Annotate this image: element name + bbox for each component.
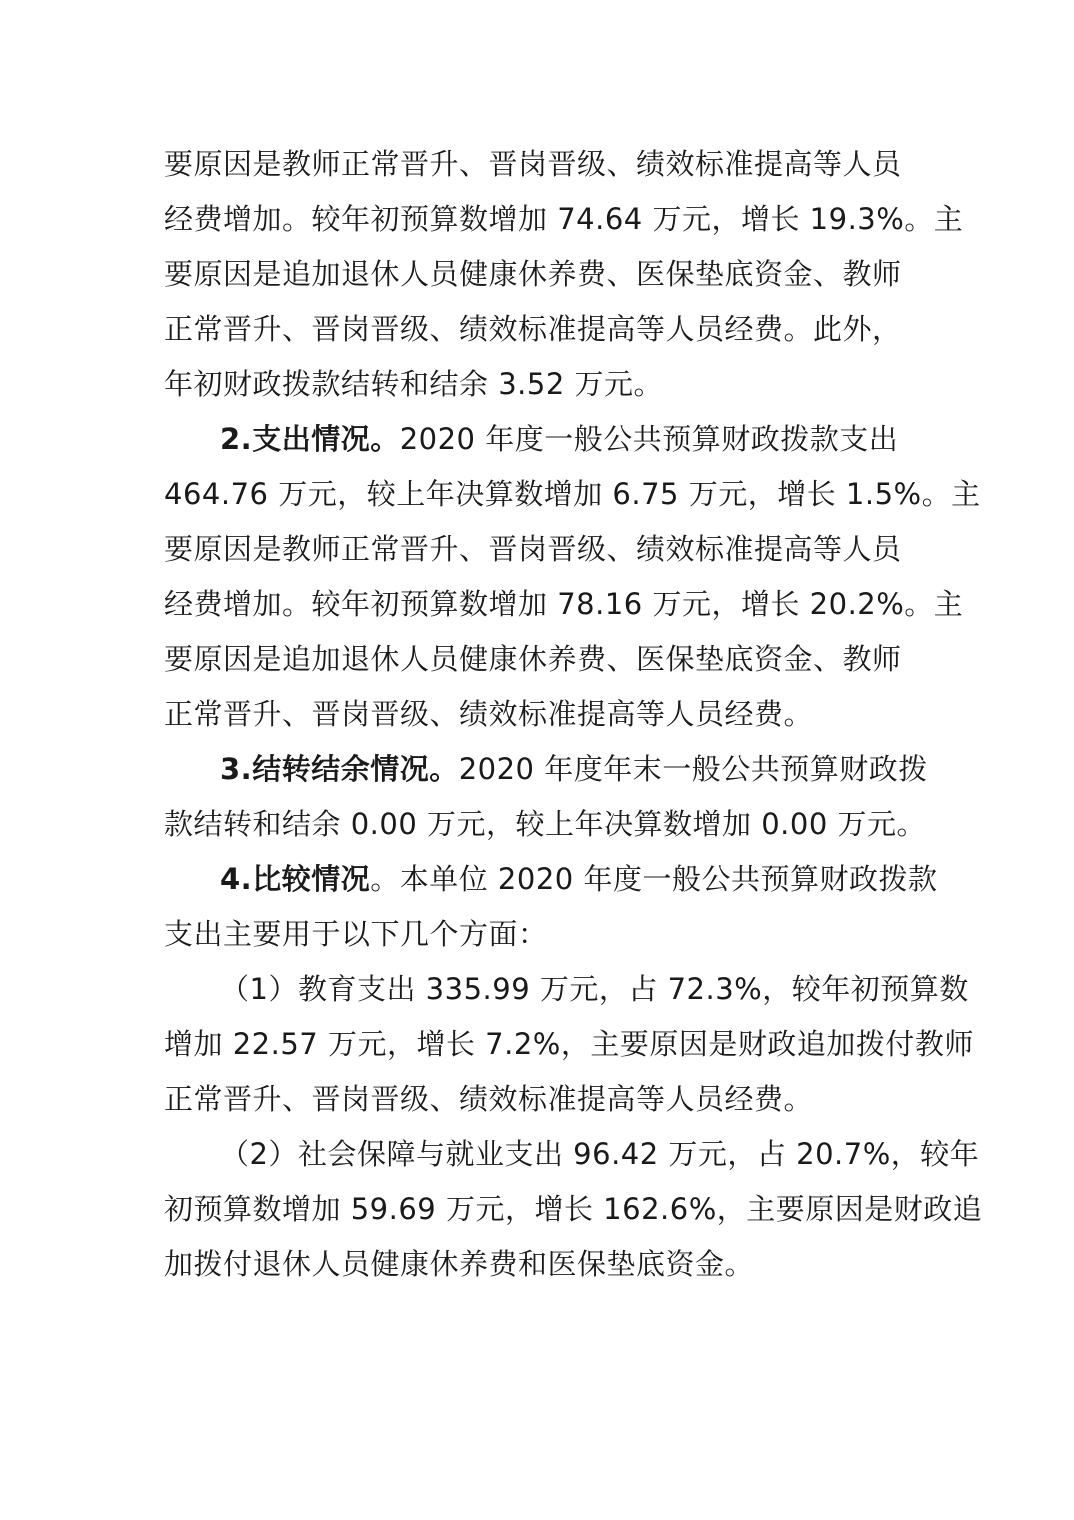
section-heading: 2.支出情况。 [220, 422, 400, 456]
line-text: 要原因是教师正常晋升、晋岗晋级、绩效标准提高等人员 [164, 147, 902, 181]
list-item-line [220, 962, 969, 1016]
line-text: 正常晋升、晋岗晋级、绩效标准提高等人员经费。 [164, 697, 814, 731]
text-line [164, 907, 548, 961]
text-line [164, 137, 902, 191]
line-text: 464.76 万元，较上年决算数增加 6.75 万元，增长 1.5%。主 [164, 477, 981, 511]
text-line [164, 1017, 974, 1071]
line-text: 经费增加。较年初预算数增加 78.16 万元，增长 20.2%。主 [164, 587, 964, 621]
line-text: 2020 年度一般公共预算财政拨款支出 [399, 422, 899, 456]
text-line [164, 632, 902, 686]
text-line [164, 192, 963, 246]
line-text: 增加 22.57 万元，增长 7.2%，主要原因是财政追加拨付教师 [164, 1027, 974, 1061]
section-heading-line [220, 852, 937, 906]
line-text: 年初财政拨款结转和结余 3.52 万元。 [164, 367, 664, 401]
text-line [164, 1182, 982, 1236]
line-text: 支出主要用于以下几个方面： [164, 917, 548, 951]
line-text: 经费增加。较年初预算数增加 74.64 万元，增长 19.3%。主 [164, 202, 964, 236]
section-heading: 4.比较情况 [220, 862, 371, 896]
section-heading-line [220, 412, 898, 466]
line-text: 加拨付退休人员健康休养费和医保垫底资金。 [164, 1247, 755, 1281]
text-line [164, 247, 902, 301]
section-heading: 3.结转结余情况。 [220, 752, 459, 786]
line-text: 2020 年度年末一般公共预算财政拨 [458, 752, 928, 786]
section-heading-line [220, 742, 928, 796]
line-text: 款结转和结余 0.00 万元，较上年决算数增加 0.00 万元。 [164, 807, 927, 841]
text-line [164, 302, 902, 356]
line-text: 正常晋升、晋岗晋级、绩效标准提高等人员经费。此外， [164, 312, 902, 346]
line-text: 正常晋升、晋岗晋级、绩效标准提高等人员经费。 [164, 1082, 814, 1116]
line-text: 要原因是教师正常晋升、晋岗晋级、绩效标准提高等人员 [164, 532, 902, 566]
text-line [164, 1072, 813, 1126]
text-line [164, 797, 926, 851]
text-line [164, 687, 813, 741]
line-text: （1）教育支出 335.99 万元，占 72.3%，较年初预算数 [220, 972, 969, 1006]
text-line [164, 1237, 754, 1291]
text-line [164, 577, 963, 631]
line-text: （2）社会保障与就业支出 96.42 万元，占 20.7%，较年 [220, 1137, 980, 1171]
line-text: 要原因是追加退休人员健康休养费、医保垫底资金、教师 [164, 257, 902, 291]
line-text: 初预算数增加 59.69 万元，增长 162.6%，主要原因是财政追 [164, 1192, 983, 1226]
line-text: 要原因是追加退休人员健康休养费、医保垫底资金、教师 [164, 642, 902, 676]
text-line [164, 522, 902, 576]
line-text: 。本单位 2020 年度一般公共预算财政拨款 [370, 862, 938, 896]
text-line [164, 357, 663, 411]
text-line [164, 467, 981, 521]
list-item-line [220, 1127, 979, 1181]
